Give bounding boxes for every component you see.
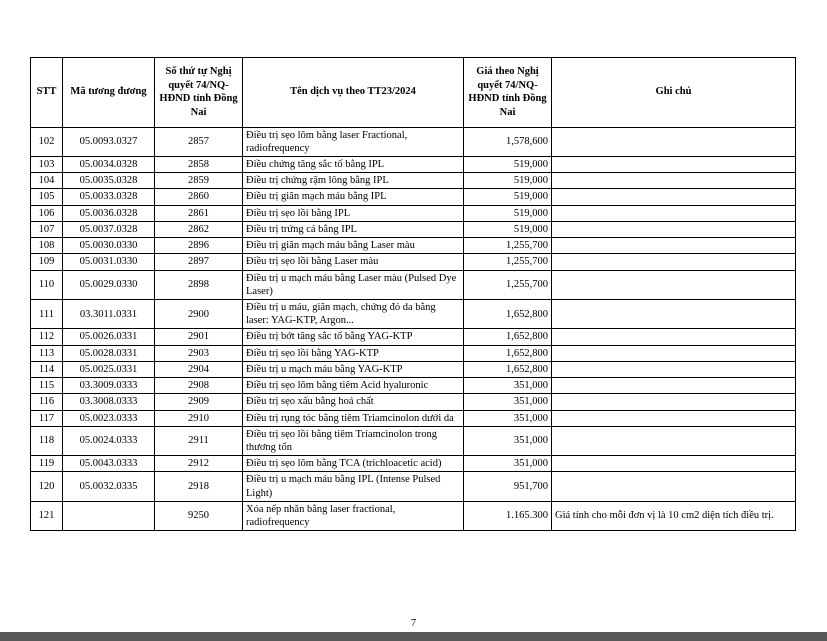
cell-price: 1,255,700 (464, 254, 552, 270)
cell-note (552, 345, 796, 361)
cell-seq: 2904 (155, 361, 243, 377)
cell-note (552, 378, 796, 394)
cell-stt: 116 (31, 394, 63, 410)
cell-price: 351,000 (464, 394, 552, 410)
cell-service: Điều trị bớt tăng sắc tố bằng YAG-KTP (243, 329, 464, 345)
cell-code: 05.0031.0330 (63, 254, 155, 270)
cell-service: Xóa nếp nhăn bằng laser fractional, radiofrequency (243, 501, 464, 530)
cell-price: 1,652,800 (464, 299, 552, 328)
cell-note (552, 270, 796, 299)
table-row (31, 221, 796, 237)
table-row (31, 426, 796, 455)
cell-note (552, 456, 796, 472)
cell-code: 05.0029.0330 (63, 270, 155, 299)
table-row (31, 299, 796, 328)
cell-code: 05.0033.0328 (63, 189, 155, 205)
cell-price: 1,652,800 (464, 361, 552, 377)
cell-price: 519,000 (464, 205, 552, 221)
cell-code: 05.0028.0331 (63, 345, 155, 361)
page-number: 7 (410, 618, 417, 629)
cell-stt: 108 (31, 238, 63, 254)
cell-stt: 106 (31, 205, 63, 221)
cell-service: Điều trị giãn mạch máu bằng IPL (243, 189, 464, 205)
table-row (31, 329, 796, 345)
cell-seq: 2918 (155, 472, 243, 501)
table-row (31, 189, 796, 205)
table-row (31, 254, 796, 270)
table-body (31, 127, 796, 531)
cell-seq: 2898 (155, 270, 243, 299)
table-row (31, 157, 796, 173)
table-row (31, 345, 796, 361)
cell-code: 05.0036.0328 (63, 205, 155, 221)
table-row (31, 173, 796, 189)
cell-note (552, 410, 796, 426)
header-sequence: Số thứ tự Nghị quyết 74/NQ-HĐND tỉnh Đồng Nai (155, 58, 243, 128)
cell-note (552, 361, 796, 377)
cell-stt: 115 (31, 378, 63, 394)
cell-seq: 2896 (155, 238, 243, 254)
cell-seq: 2860 (155, 189, 243, 205)
cell-code: 05.0023.0333 (63, 410, 155, 426)
table-row (31, 270, 796, 299)
cell-note: Giá tính cho mỗi đơn vị là 10 cm2 diện tích điều trị. (552, 501, 796, 530)
cell-note (552, 254, 796, 270)
cell-price: 1,578,600 (464, 127, 552, 156)
cell-service: Điều trị sẹo xấu bằng hoá chất (243, 394, 464, 410)
table-row (31, 394, 796, 410)
table-row (31, 127, 796, 156)
cell-service: Điều trị u mạch máu bằng YAG-KTP (243, 361, 464, 377)
cell-code: 05.0025.0331 (63, 361, 155, 377)
service-price-table (30, 57, 796, 531)
cell-seq: 2862 (155, 221, 243, 237)
cell-stt: 111 (31, 299, 63, 328)
cell-code: 05.0030.0330 (63, 238, 155, 254)
cell-price: 1,652,800 (464, 329, 552, 345)
cell-seq: 2911 (155, 426, 243, 455)
cell-service: Điều chứng tăng sắc tố bằng IPL (243, 157, 464, 173)
cell-seq: 2901 (155, 329, 243, 345)
cell-seq: 2910 (155, 410, 243, 426)
cell-stt: 120 (31, 472, 63, 501)
cell-code: 05.0032.0335 (63, 472, 155, 501)
cell-service: Điều trị rụng tóc bằng tiêm Triamcinolon dưới da (243, 410, 464, 426)
cell-price: 351,000 (464, 426, 552, 455)
header-code: Mã tương đương (63, 58, 155, 128)
cell-service: Điều trị trứng cá bằng IPL (243, 221, 464, 237)
table-row (31, 501, 796, 530)
cell-seq: 2858 (155, 157, 243, 173)
table-row (31, 410, 796, 426)
cell-code: 03.3008.0333 (63, 394, 155, 410)
cell-price: 1.165.300 (464, 501, 552, 530)
cell-code (63, 501, 155, 530)
cell-note (552, 329, 796, 345)
cell-service: Điều trị u máu, giãn mạch, chứng đỏ da bằng laser: YAG-KTP, Argon... (243, 299, 464, 328)
cell-code: 05.0024.0333 (63, 426, 155, 455)
cell-price: 351,000 (464, 456, 552, 472)
cell-stt: 103 (31, 157, 63, 173)
cell-code: 05.0026.0331 (63, 329, 155, 345)
cell-seq: 2908 (155, 378, 243, 394)
cell-stt: 105 (31, 189, 63, 205)
cell-note (552, 426, 796, 455)
cell-stt: 112 (31, 329, 63, 345)
cell-code: 03.3011.0331 (63, 299, 155, 328)
table-row (31, 472, 796, 501)
cell-service: Điều trị u mạch máu bằng Laser màu (Pulsed Dye Laser) (243, 270, 464, 299)
cell-service: Điều trị chứng rậm lông bằng IPL (243, 173, 464, 189)
cell-note (552, 238, 796, 254)
cell-service: Điều trị sẹo lồi bằng YAG-KTP (243, 345, 464, 361)
cell-note (552, 189, 796, 205)
cell-stt: 107 (31, 221, 63, 237)
cell-stt: 113 (31, 345, 63, 361)
cell-note (552, 299, 796, 328)
cell-code: 03.3009.0333 (63, 378, 155, 394)
cell-code: 05.0043.0333 (63, 456, 155, 472)
cell-service: Điều trị sẹo lõm bằng tiêm Acid hyaluronic (243, 378, 464, 394)
cell-seq: 2861 (155, 205, 243, 221)
cell-seq: 2859 (155, 173, 243, 189)
header-stt: STT (31, 58, 63, 128)
cell-service: Điều trị sẹo lõm bằng TCA (trichloacetic acid) (243, 456, 464, 472)
header-service-name: Tên dịch vụ theo TT23/2024 (243, 58, 464, 128)
table-row (31, 361, 796, 377)
cell-code: 05.0035.0328 (63, 173, 155, 189)
cell-note (552, 173, 796, 189)
cell-code: 05.0093.0327 (63, 127, 155, 156)
cell-price: 519,000 (464, 157, 552, 173)
cell-seq: 2903 (155, 345, 243, 361)
cell-service: Điều trị sẹo lồi bằng IPL (243, 205, 464, 221)
cell-note (552, 472, 796, 501)
cell-price: 1,255,700 (464, 270, 552, 299)
cell-seq: 2909 (155, 394, 243, 410)
cell-price: 951,700 (464, 472, 552, 501)
cell-code: 05.0034.0328 (63, 157, 155, 173)
cell-price: 519,000 (464, 221, 552, 237)
cell-note (552, 157, 796, 173)
cell-service: Điều trị sẹo lõm bằng laser Fractional, radiofrequency (243, 127, 464, 156)
cell-seq: 2912 (155, 456, 243, 472)
table-row (31, 238, 796, 254)
cell-stt: 102 (31, 127, 63, 156)
cell-stt: 119 (31, 456, 63, 472)
cell-seq: 2897 (155, 254, 243, 270)
cell-seq: 2857 (155, 127, 243, 156)
cell-price: 351,000 (464, 410, 552, 426)
cell-price: 519,000 (464, 173, 552, 189)
cell-note (552, 127, 796, 156)
cell-service: Điều trị sẹo lồi bằng Laser màu (243, 254, 464, 270)
cell-seq: 9250 (155, 501, 243, 530)
cell-stt: 118 (31, 426, 63, 455)
table-row (31, 205, 796, 221)
cell-stt: 104 (31, 173, 63, 189)
cell-service: Điều trị sẹo lồi bằng tiêm Triamcinolon trong thương tổn (243, 426, 464, 455)
table-row (31, 456, 796, 472)
cell-price: 1,652,800 (464, 345, 552, 361)
header-note: Ghi chú (552, 58, 796, 128)
cell-price: 1,255,700 (464, 238, 552, 254)
header-price: Giá theo Nghị quyết 74/NQ-HĐND tỉnh Đồng Nai (464, 58, 552, 128)
cell-code: 05.0037.0328 (63, 221, 155, 237)
cell-service: Điều trị u mạch máu bằng IPL (Intense Pulsed Light) (243, 472, 464, 501)
cell-price: 351,000 (464, 378, 552, 394)
table-header (31, 58, 796, 128)
cell-stt: 109 (31, 254, 63, 270)
cell-stt: 114 (31, 361, 63, 377)
cell-price: 519,000 (464, 189, 552, 205)
cell-stt: 110 (31, 270, 63, 299)
table-row (31, 378, 796, 394)
cell-seq: 2900 (155, 299, 243, 328)
cell-service: Điều trị giãn mạch máu bằng Laser màu (243, 238, 464, 254)
cell-note (552, 221, 796, 237)
cell-stt: 117 (31, 410, 63, 426)
cell-note (552, 205, 796, 221)
cell-stt: 121 (31, 501, 63, 530)
cell-note (552, 394, 796, 410)
viewer-bottom-bar (0, 632, 827, 641)
header-row (31, 58, 796, 128)
